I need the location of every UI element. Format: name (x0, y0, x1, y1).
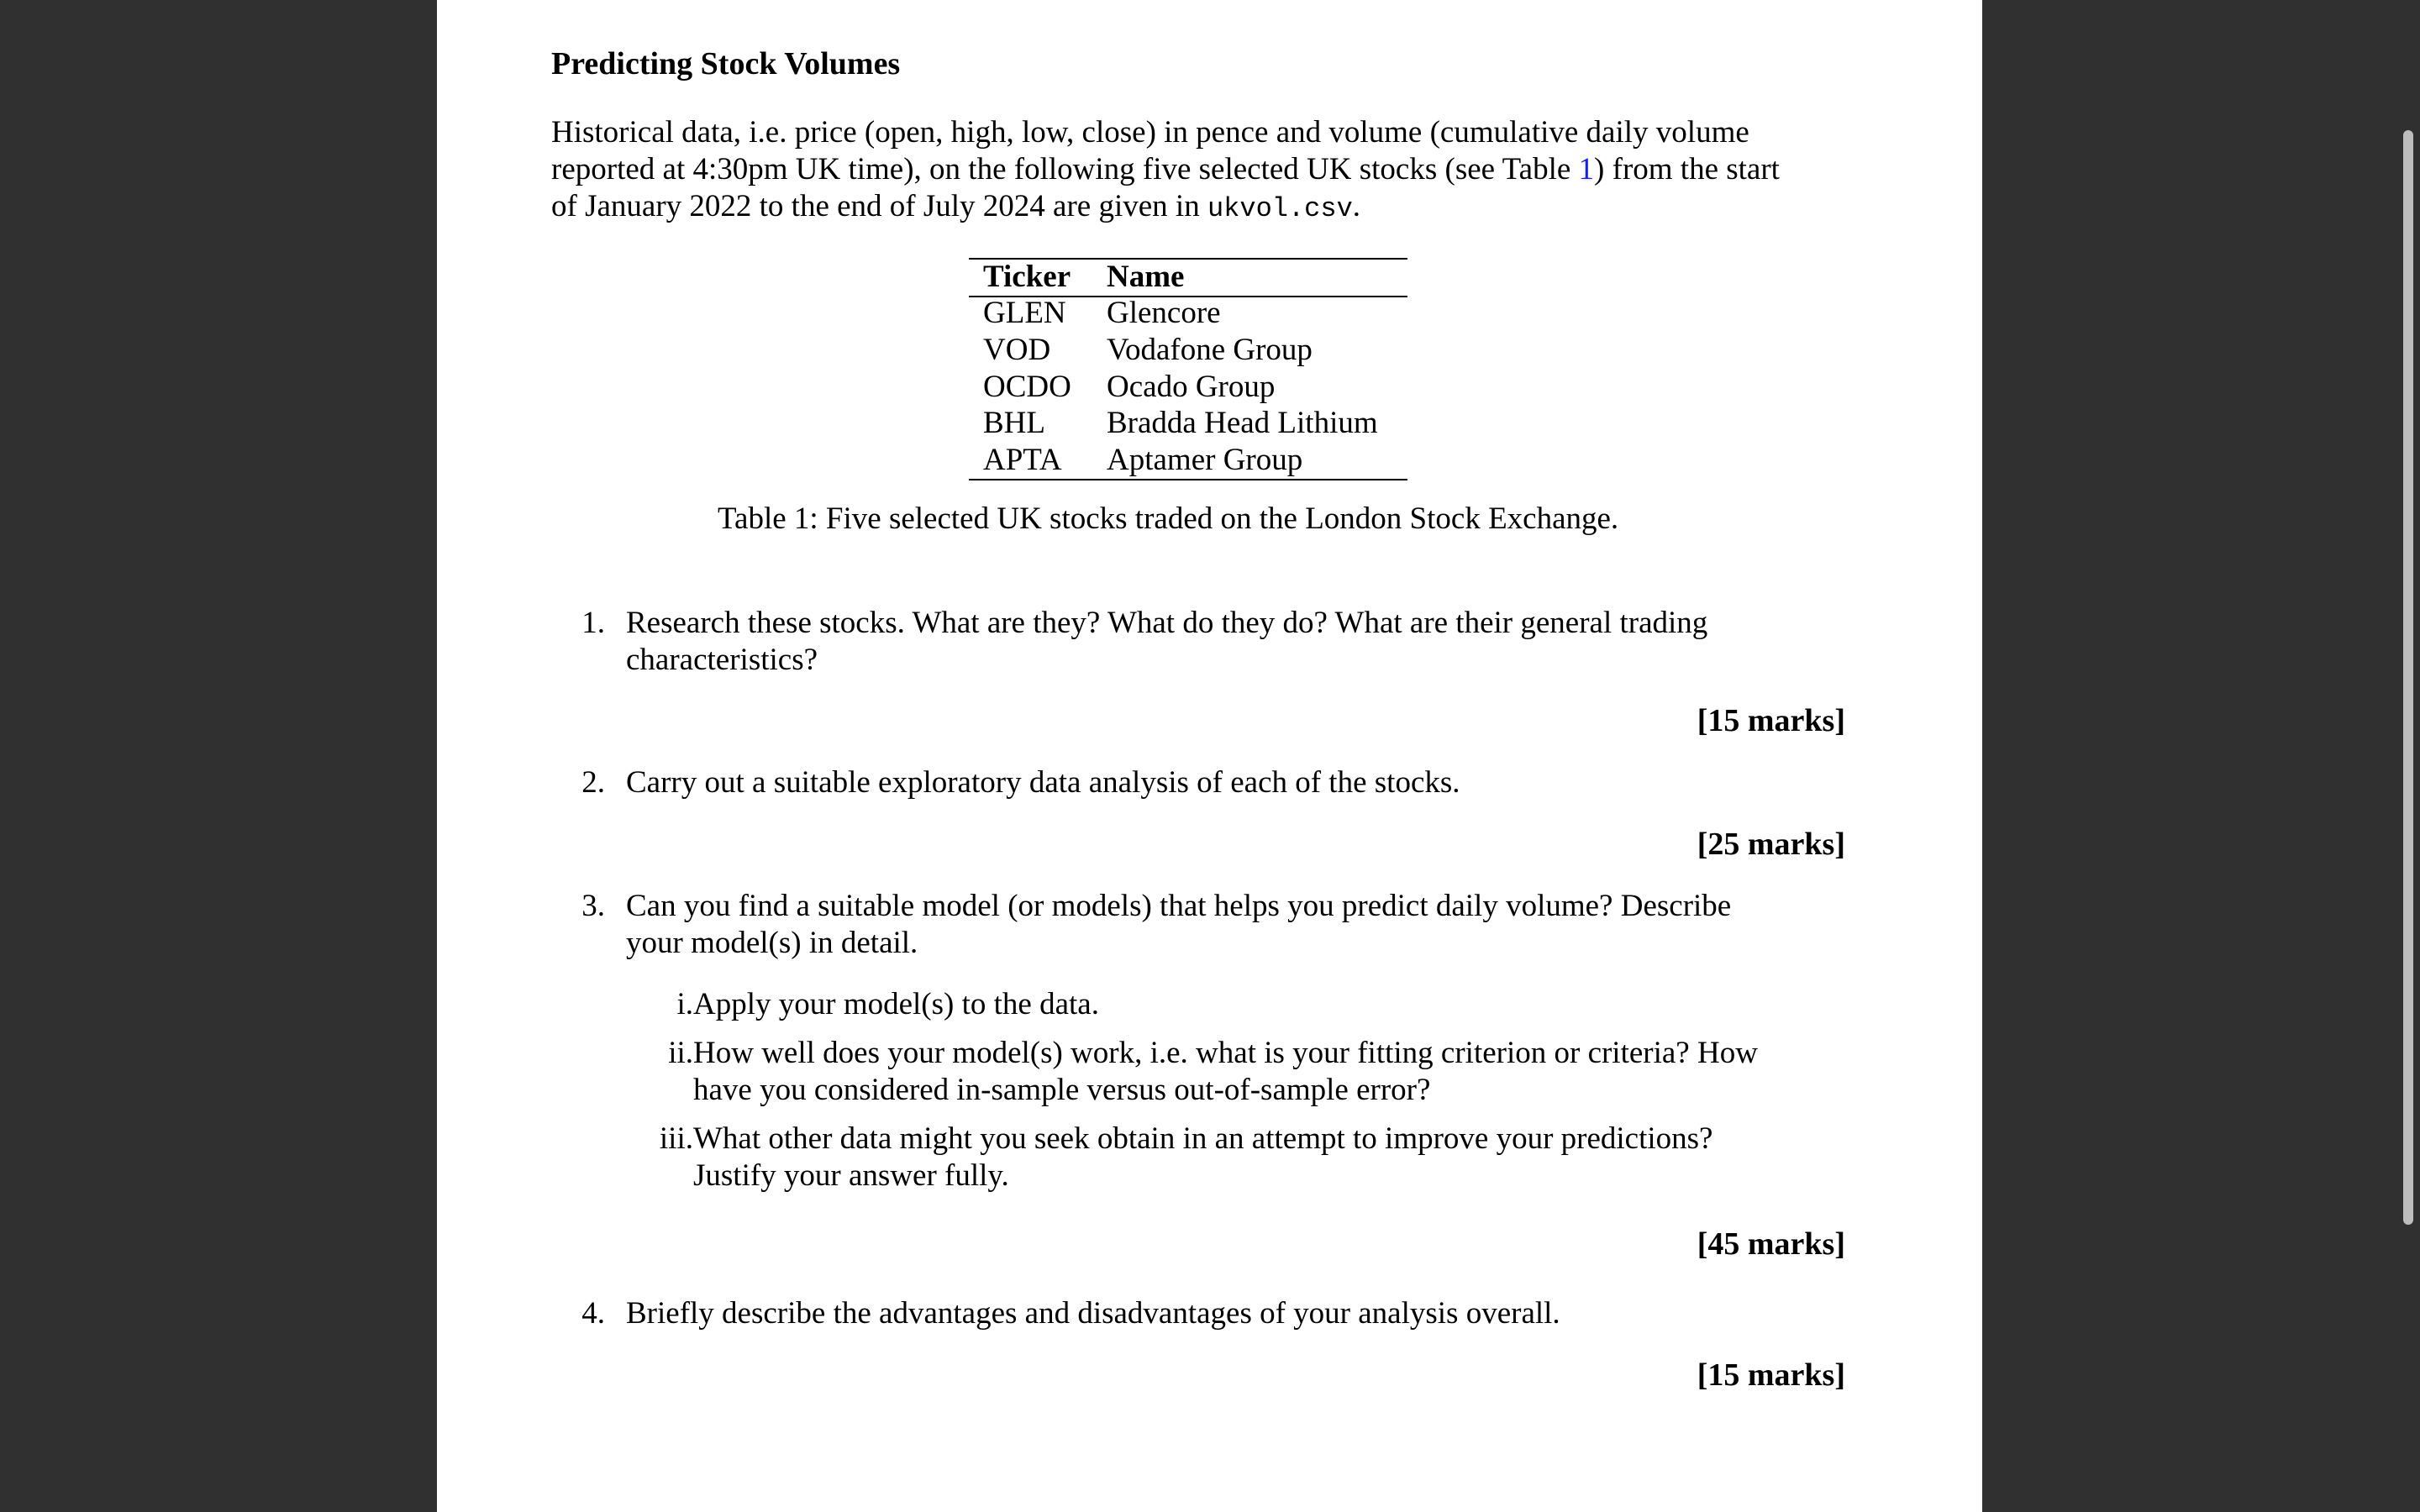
table-cell-name: Vodafone Group (1107, 333, 1313, 367)
subitem-iii-line-2: Justify your answer fully. (693, 1158, 1009, 1193)
table-cell-ticker: BHL (983, 406, 1045, 440)
subitem-ii-line-1: How well does your model(s) work, i.e. what is your fitting criterion or criteria? How (693, 1036, 1758, 1070)
document-page (437, 0, 1982, 1512)
table-cell-name: Glencore (1107, 296, 1221, 330)
subitem-number: ii. (668, 1036, 693, 1070)
table-cell-name: Ocado Group (1107, 370, 1276, 404)
intro-text: . (1352, 189, 1361, 223)
filename: ukvol.csv (1207, 193, 1353, 224)
question-number: 4. (581, 1296, 605, 1331)
question-2-marks: [25 marks] (1697, 827, 1845, 862)
question-number: 3. (581, 889, 605, 923)
subitem-i-line-1: Apply your model(s) to the data. (693, 987, 1099, 1021)
question-1-line-2: characteristics? (626, 643, 818, 677)
table-cell-ticker: GLEN (983, 296, 1066, 330)
table-bottom-rule (969, 479, 1407, 480)
question-1-marks: [15 marks] (1697, 703, 1845, 738)
question-3-line-1: Can you find a suitable model (or models) that helps you predict daily volume? Describe (626, 889, 1732, 923)
subitem-ii-line-2: have you considered in-sample versus out-of-sample error? (693, 1073, 1431, 1107)
table-cell-ticker: OCDO (983, 370, 1071, 404)
header-name: Name (1107, 260, 1185, 294)
intro-line-1: Historical data, i.e. price (open, high, low, close) in pence and volume (cumulative daily volume (551, 115, 1749, 150)
table-cell-name: Bradda Head Lithium (1107, 406, 1378, 440)
table-cell-ticker: APTA (983, 443, 1062, 477)
question-number: 1. (581, 606, 605, 640)
table-cell-ticker: VOD (983, 333, 1051, 367)
table-cell-name: Aptamer Group (1107, 443, 1303, 477)
table-caption: Table 1: Five selected UK stocks traded on the London Stock Exchange. (718, 501, 1619, 536)
subitem-iii-line-1: What other data might you seek obtain in an attempt to improve your predictions? (693, 1121, 1713, 1156)
intro-text: ) from the start (1594, 152, 1780, 186)
question-number: 2. (581, 765, 605, 800)
intro-text: of January 2022 to the end of July 2024 are given in (551, 189, 1207, 223)
subitem-number: i. (676, 987, 693, 1021)
question-4-marks: [15 marks] (1697, 1357, 1845, 1393)
intro-paragraph (551, 114, 1845, 228)
subitem-number: iii. (659, 1121, 693, 1156)
intro-text: reported at 4:30pm UK time), on the following five selected UK stocks (see Table (551, 152, 1579, 186)
intro-line-2 (551, 151, 1845, 188)
question-3-marks: [45 marks] (1697, 1226, 1845, 1262)
question-2-line-1: Carry out a suitable exploratory data analysis of each of the stocks. (626, 765, 1460, 800)
header-ticker: Ticker (983, 260, 1071, 294)
question-3-line-2: your model(s) in detail. (626, 926, 918, 960)
question-4-line-1: Briefly describe the advantages and disadvantages of your analysis overall. (626, 1296, 1560, 1331)
document-title: Predicting Stock Volumes (551, 46, 901, 81)
question-1-line-1: Research these stocks. What are they? What do they do? What are their general trading (626, 606, 1708, 640)
vertical-scrollbar[interactable] (2403, 130, 2413, 1225)
intro-line-3 (551, 188, 1845, 228)
table-reference-link[interactable]: 1 (1578, 152, 1595, 186)
